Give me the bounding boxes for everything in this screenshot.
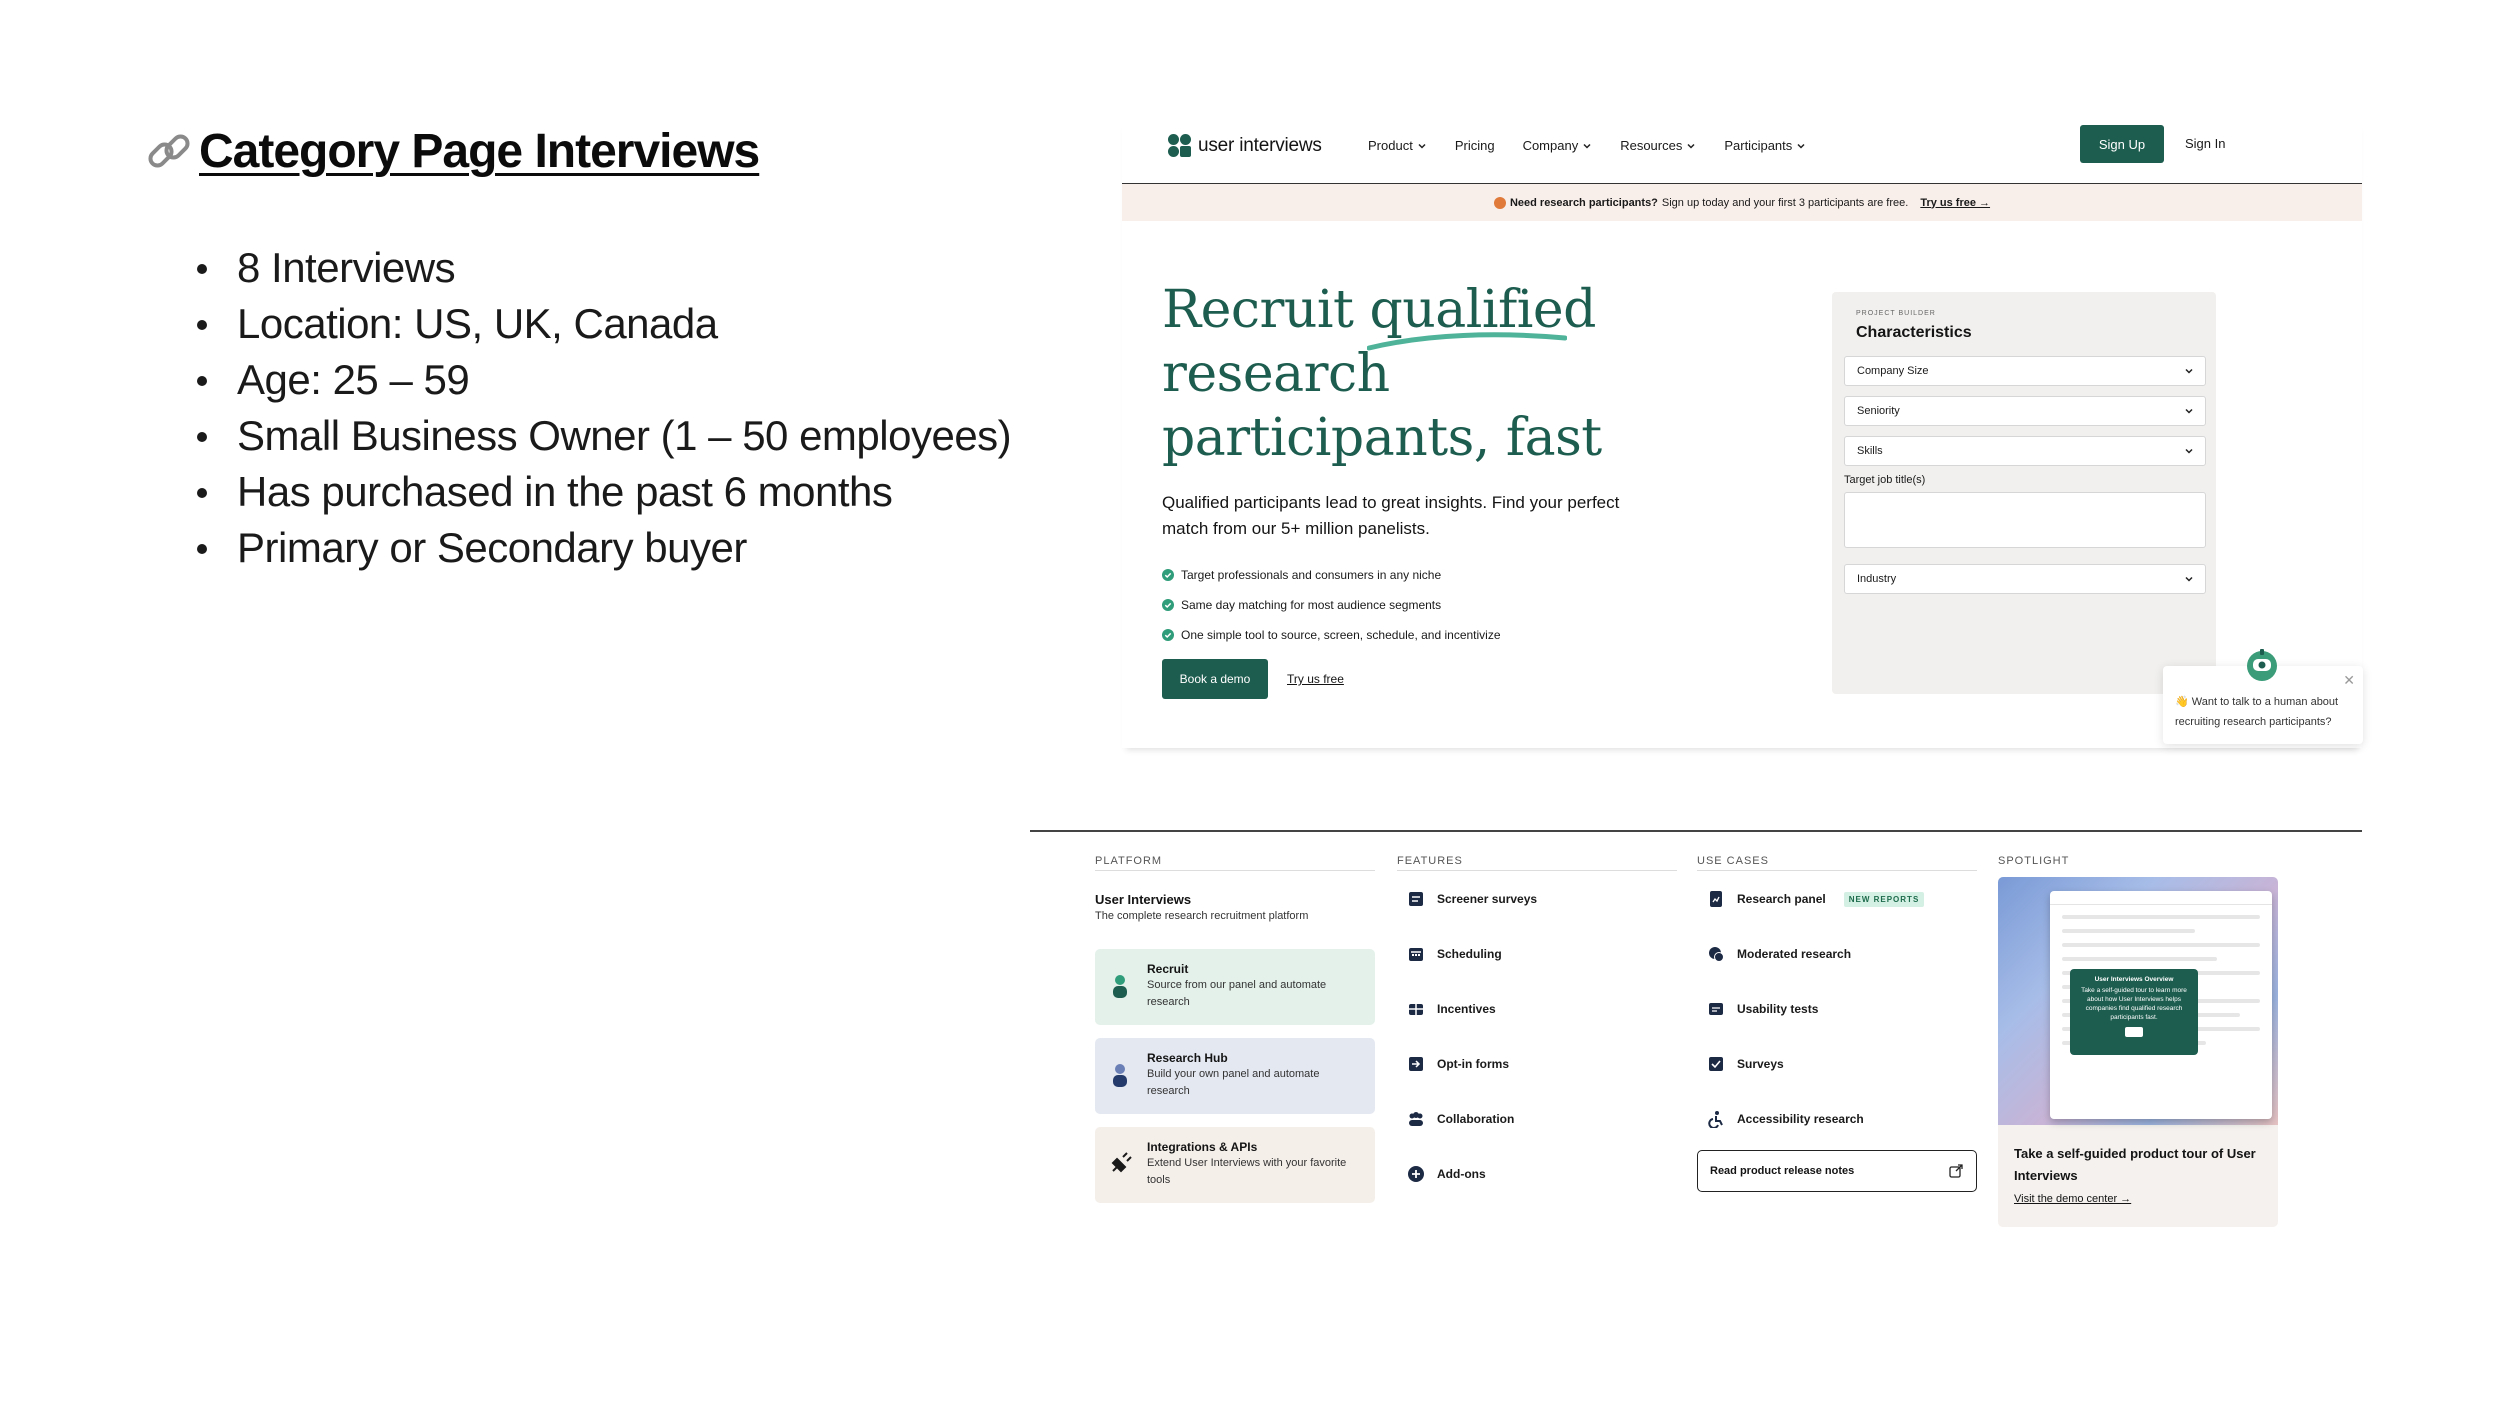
criteria-item: Small Business Owner (1 – 50 employees) — [193, 408, 1011, 464]
spotlight-card[interactable] — [1998, 877, 2278, 1227]
nav-resources[interactable] — [1620, 138, 1696, 153]
hero-title-line: research — [1162, 344, 1390, 404]
benefit-item — [1162, 620, 1501, 650]
release-notes-button[interactable] — [1697, 1150, 1977, 1192]
select-label: Industry — [1857, 573, 1897, 585]
tour-popup — [2070, 969, 2198, 1055]
feature-collaboration[interactable] — [1407, 1110, 1514, 1128]
builder-eyebrow: PROJECT BUILDER — [1856, 310, 1936, 317]
select-label: Company Size — [1857, 365, 1929, 377]
calendar-icon — [1407, 945, 1425, 963]
hero-title-line: Recruit qualified — [1162, 280, 1596, 340]
clipboard-icon — [1407, 890, 1425, 908]
tour-popup-text: Take a self-guided tour to learn more about how User Interviews helps companies find qualified research participants fast. — [2081, 987, 2187, 1021]
check-circle-icon — [1162, 599, 1174, 611]
promo-banner — [1122, 183, 2362, 221]
recruit-person-icon — [1105, 971, 1135, 1001]
platform-heading: PLATFORM — [1095, 855, 1163, 867]
features-heading: FEATURES — [1397, 855, 1463, 867]
banner-bold: Need research participants? — [1509, 196, 1658, 209]
plus-circle-icon — [1407, 1165, 1425, 1183]
plug-icon — [1105, 1149, 1135, 1179]
usecase-label: Moderated research — [1737, 947, 1852, 961]
card-title: Integrations & APIs — [1147, 1140, 1258, 1154]
release-notes-label: Read product release notes — [1710, 1165, 1855, 1177]
nav-label: Product — [1368, 138, 1413, 153]
tour-popup-button — [2125, 1027, 2143, 1037]
site-logo[interactable] — [1168, 134, 1322, 158]
sign-in-link[interactable]: Sign In — [2185, 136, 2226, 151]
nav-pricing[interactable] — [1455, 138, 1495, 153]
chevron-down-icon — [2183, 365, 2195, 377]
team-icon — [1407, 1110, 1425, 1128]
target-job-label: Target job title(s) — [1844, 474, 1926, 486]
criteria-item: Location: US, UK, Canada — [193, 296, 1011, 352]
banner-try-link[interactable]: Try us free → — [1920, 196, 1991, 209]
tour-popup-title: User Interviews Overview — [2094, 976, 2174, 983]
usecase-label: Usability tests — [1737, 1002, 1819, 1016]
sign-up-button[interactable]: Sign Up — [2080, 125, 2164, 163]
checkbox-icon — [1707, 1055, 1725, 1073]
research-hub-icon — [1105, 1060, 1135, 1090]
builder-heading: Characteristics — [1856, 324, 1972, 341]
chevron-down-icon — [1582, 141, 1592, 151]
benefit-text: One simple tool to source, screen, schedule, and incentivize — [1181, 628, 1501, 642]
slide-title — [143, 124, 759, 179]
demo-center-link[interactable]: Visit the demo center → — [2014, 1193, 2132, 1205]
platform-subtitle: The complete research recruitment platform — [1095, 910, 1309, 922]
column-divider — [1095, 870, 1375, 871]
seniority-select[interactable] — [1844, 396, 2206, 426]
link-icon — [143, 126, 195, 178]
benefit-item — [1162, 560, 1501, 590]
card-desc: Source from our panel and automate research — [1147, 979, 1327, 1008]
preview-window-bar — [2050, 891, 2272, 905]
nav-label: Resources — [1620, 138, 1683, 153]
try-free-link[interactable]: Try us free — [1287, 672, 1344, 686]
menu-top-divider — [1030, 830, 2362, 832]
chat-bot-avatar-icon — [2243, 647, 2281, 685]
company-size-select[interactable] — [1844, 356, 2206, 386]
select-label: Seniority — [1857, 405, 1900, 417]
logo-mark-icon — [1168, 134, 1192, 158]
integrations-card[interactable] — [1095, 1127, 1375, 1203]
criteria-item: Primary or Secondary buyer — [193, 520, 1011, 576]
slide-title-text: Category Page Interviews — [199, 125, 760, 178]
close-icon[interactable]: ✕ — [2343, 672, 2355, 688]
hero-title — [1162, 278, 1602, 470]
card-title: Research Hub — [1147, 1051, 1228, 1065]
spotlight-heading: SPOTLIGHT — [1998, 855, 2070, 867]
criteria-list — [193, 240, 1011, 576]
card-desc: Extend User Interviews with your favorite tools — [1147, 1157, 1347, 1186]
feature-screener-surveys[interactable] — [1407, 890, 1537, 908]
feature-incentives[interactable] — [1407, 1000, 1496, 1018]
chevron-down-icon — [1796, 141, 1806, 151]
chevron-down-icon — [1417, 141, 1427, 151]
nav-label: Participants — [1724, 138, 1793, 153]
external-link-icon — [1948, 1163, 1964, 1179]
skills-select[interactable] — [1844, 436, 2206, 466]
check-circle-icon — [1162, 569, 1174, 581]
nav-company[interactable] — [1523, 138, 1593, 153]
logo-text: user interviews — [1198, 135, 1322, 156]
hero-title-line: participants, fast — [1162, 408, 1602, 468]
feature-add-ons[interactable] — [1407, 1165, 1486, 1183]
benefit-text: Same day matching for most audience segments — [1181, 598, 1442, 612]
nav-label: Pricing — [1454, 138, 1495, 153]
column-divider — [1697, 870, 1977, 871]
banner-text: Sign up today and your first 3 participants are free. — [1661, 196, 1909, 209]
platform-title[interactable]: User Interviews — [1095, 892, 1192, 907]
chat-bubble-icon — [1707, 945, 1725, 963]
research-hub-card[interactable] — [1095, 1038, 1375, 1114]
project-builder-panel — [1832, 292, 2216, 694]
use-cases-heading: USE CASES — [1697, 855, 1769, 867]
usecase-label: Surveys — [1737, 1057, 1784, 1071]
feature-scheduling[interactable] — [1407, 945, 1502, 963]
site-header — [1122, 118, 2362, 182]
usecase-moderated-research[interactable] — [1707, 945, 1851, 963]
nav-participants[interactable] — [1724, 138, 1806, 153]
feature-label: Scheduling — [1437, 947, 1502, 961]
feature-label: Add-ons — [1437, 1167, 1486, 1181]
chevron-down-icon — [2183, 445, 2195, 457]
nav-label: Company — [1522, 138, 1579, 153]
benefit-item — [1162, 590, 1501, 620]
industry-select[interactable] — [1844, 564, 2206, 594]
feature-label: Incentives — [1437, 1002, 1496, 1016]
target-job-input[interactable] — [1844, 492, 2206, 548]
benefit-list — [1162, 560, 1501, 650]
feature-label: Screener surveys — [1437, 892, 1538, 906]
feature-label: Opt-in forms — [1437, 1057, 1509, 1071]
usecase-usability-tests[interactable] — [1707, 1000, 1818, 1018]
check-circle-icon — [1162, 629, 1174, 641]
criteria-item: 8 Interviews — [193, 240, 1011, 296]
usecase-accessibility-research[interactable] — [1707, 1110, 1864, 1128]
select-label: Skills — [1857, 445, 1883, 457]
feature-label: Collaboration — [1437, 1112, 1515, 1126]
card-desc: Build your own panel and automate research — [1147, 1068, 1320, 1097]
login-arrow-icon — [1407, 1055, 1425, 1073]
nav-product[interactable] — [1368, 138, 1427, 153]
criteria-item: Has purchased in the past 6 months — [193, 464, 1011, 520]
chevron-down-icon — [2183, 405, 2195, 417]
bell-icon — [1494, 197, 1506, 209]
spotlight-title: Take a self-guided product tour of User Interviews — [2014, 1146, 2256, 1183]
column-divider — [1397, 870, 1677, 871]
card-title: Recruit — [1147, 962, 1189, 976]
recruit-card[interactable] — [1095, 949, 1375, 1025]
usecase-research-panel[interactable] — [1707, 890, 1924, 908]
document-chart-icon — [1707, 890, 1725, 908]
gift-icon — [1407, 1000, 1425, 1018]
feature-opt-in-forms[interactable] — [1407, 1055, 1509, 1073]
usecase-surveys[interactable] — [1707, 1055, 1784, 1073]
browser-window-icon — [1707, 1000, 1725, 1018]
main-nav — [1368, 138, 1806, 153]
homepage-screenshot — [1122, 118, 2362, 748]
benefit-text: Target professionals and consumers in any niche — [1181, 568, 1442, 582]
book-demo-button[interactable]: Book a demo — [1162, 659, 1268, 699]
usecase-label: Research panel — [1737, 892, 1826, 906]
hero-subtitle: Qualified participants lead to great insights. Find your perfect match from our 5+ million panelists. — [1162, 493, 1620, 538]
usecase-label: Accessibility research — [1737, 1112, 1864, 1126]
chevron-down-icon — [1686, 141, 1696, 151]
criteria-item: Age: 25 – 59 — [193, 352, 1011, 408]
chevron-down-icon — [2183, 573, 2195, 585]
chat-text: 👋 Want to talk to a human about recruiting research participants? — [2175, 696, 2339, 728]
new-reports-badge: NEW REPORTS — [1844, 892, 1925, 907]
accessibility-icon — [1707, 1110, 1725, 1128]
underline-swoosh-icon — [1367, 330, 1567, 352]
